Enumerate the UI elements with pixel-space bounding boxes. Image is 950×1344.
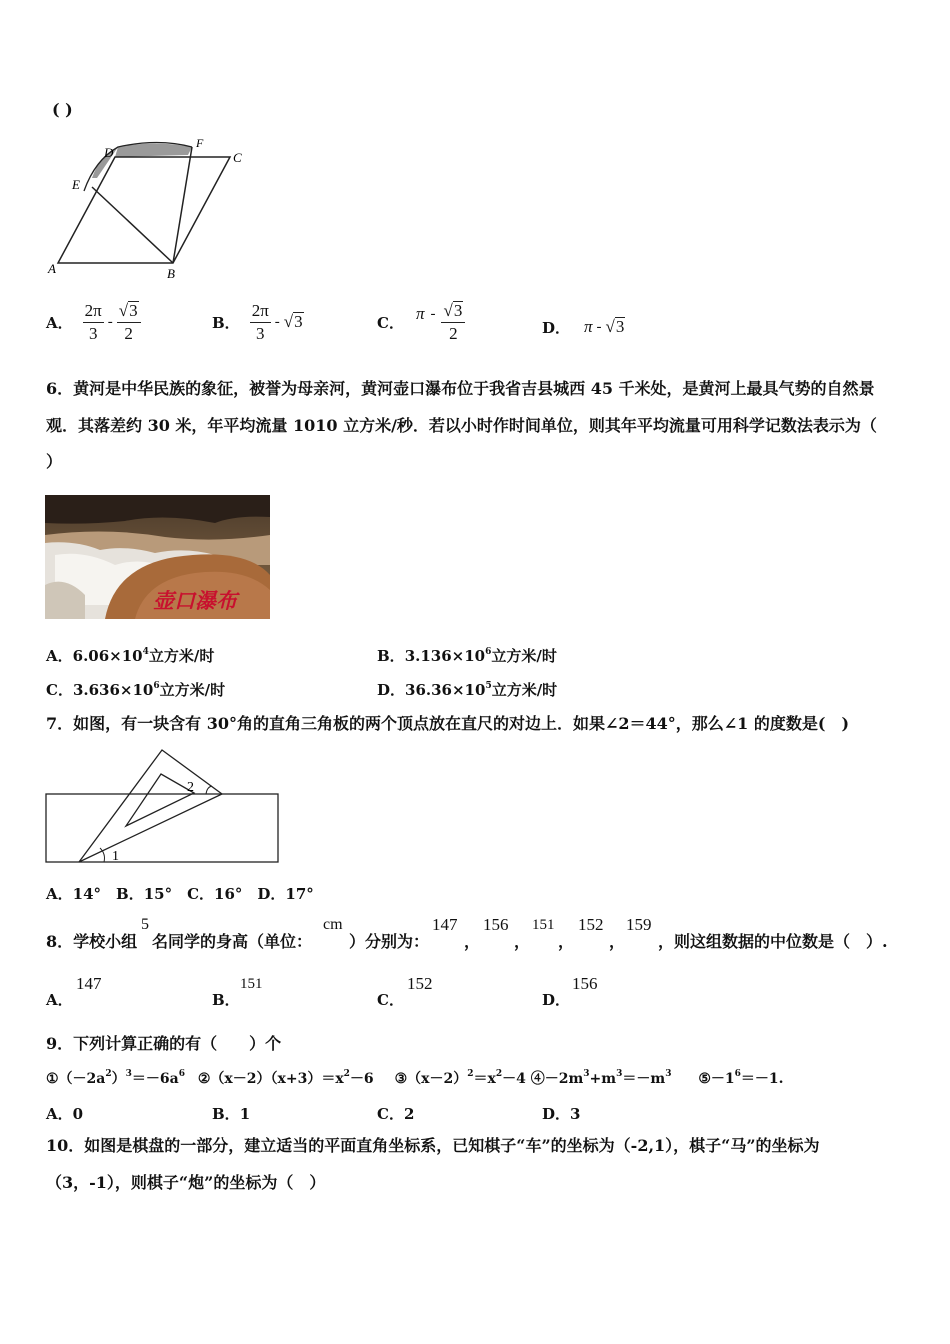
q5-option-d-letter: D． <box>542 318 571 337</box>
q6-c-letter: C． <box>46 681 73 699</box>
q9-e4-a: ④－2m <box>530 1071 584 1087</box>
q8-val-3: 151 <box>532 917 555 933</box>
q6-b-letter: B． <box>377 647 405 665</box>
q9-b-letter: B． <box>212 1105 240 1123</box>
q9-option-d[interactable] <box>542 1103 580 1124</box>
q6-c-exponent: 6 <box>153 681 160 691</box>
q8-mid: 名同学的身高（单位： <box>152 932 313 951</box>
q5-b-minus: - <box>274 313 280 330</box>
q5-a-den2: 2 <box>124 323 133 343</box>
q6-b-exponent: 6 <box>485 647 492 657</box>
q6-line-3: ） <box>46 452 63 471</box>
q8-c-letter: C． <box>377 991 404 1009</box>
q8-pre: 8．学校小组 <box>46 932 138 951</box>
q5-label-E: E <box>72 177 80 192</box>
q7-ruler-triangle-figure <box>44 748 284 868</box>
q8-val-1: 147 <box>432 915 458 934</box>
q8-comma-3: ， <box>558 932 575 951</box>
q7-triangle-inner <box>126 774 194 826</box>
q9-e3-c: －4 <box>502 1071 526 1087</box>
q8-unit: cm <box>323 916 343 933</box>
q6-waterfall-photo <box>45 495 270 619</box>
q8-a-value: 147 <box>76 974 102 993</box>
q7-label-1: 1 <box>112 849 119 864</box>
q9-e4-exp1: 3 <box>583 1069 590 1079</box>
q5-option-c-letter: C． <box>377 313 404 332</box>
q5-d-root: 3 <box>615 317 625 336</box>
q5-c-den2: 2 <box>449 323 458 343</box>
q9-e1-a: ①（－2a <box>46 1071 106 1087</box>
q8-comma-2: ， <box>514 932 531 951</box>
q9-d-value: 3 <box>570 1105 581 1123</box>
q9-e4-c: ＝－m <box>622 1071 666 1087</box>
q5-a-num1: 2π <box>83 300 104 323</box>
q8-comma-1: ， <box>464 932 481 951</box>
q8-post: ）分别为： <box>349 932 430 951</box>
q5-label-D: D <box>104 145 114 160</box>
q5-label-C: C <box>233 150 242 165</box>
q8-option-a[interactable] <box>46 972 166 1008</box>
q9-d-letter: D． <box>542 1105 571 1123</box>
q9-e2-a: ②（x－2）（x+3）＝x <box>197 1071 344 1087</box>
q6-option-a[interactable] <box>46 645 214 666</box>
q5-option-c[interactable]: C． π - $\frac{√3}{2}$ <box>377 297 465 347</box>
q8-option-d[interactable] <box>542 972 662 1008</box>
q9-e1-exp2: 3 <box>125 1069 132 1079</box>
q6-d-unit: 立方米/时 <box>491 681 558 699</box>
q7-options[interactable]: A．14° B．15° C．16° D．17° <box>46 885 314 903</box>
q9-e5-a: ⑤－1 <box>698 1071 735 1087</box>
q9-e1-b: ） <box>111 1071 126 1087</box>
q10-line-1: 10．如图是棋盘的一部分，建立适当的平面直角坐标系，已知棋子“车”的坐标为（-2,1），棋子“马”的坐标为 <box>46 1136 820 1155</box>
q5-rhombus-figure <box>40 135 260 285</box>
q5-option-d[interactable]: D． π - √3 <box>542 317 625 337</box>
q8-d-letter: D． <box>542 991 571 1009</box>
q9-e4-exp2: 3 <box>616 1069 623 1079</box>
q5-b-root: 3 <box>294 312 303 331</box>
q6-photo-caption: 壶口瀑布 <box>153 588 237 613</box>
q6-c-unit: 立方米/时 <box>159 681 226 699</box>
q8-val-2: 156 <box>483 915 509 934</box>
q6-b-unit: 立方米/时 <box>491 647 557 665</box>
q8-d-value: 156 <box>572 974 598 993</box>
q6-a-exponent: 4 <box>142 647 149 657</box>
q9-option-a[interactable] <box>46 1103 83 1124</box>
q8-comma-4: ， <box>609 932 626 951</box>
q5-a-root: 3 <box>129 300 138 320</box>
q5-label-F: F <box>196 136 204 150</box>
q6-a-letter: A． <box>46 647 73 665</box>
q5-option-b[interactable]: B． $\frac{2\pi}{3}$ - √3 <box>212 300 303 343</box>
q9-c-value: 2 <box>403 1105 415 1123</box>
q6-a-mantissa: 6.06×10 <box>72 647 143 665</box>
q9-e4-exp3: 3 <box>665 1069 672 1079</box>
q6-line-2: 观．其落差约 30 米，年平均流量 1010 立方米/秒．若以小时作时间单位，则其年平均流量可用科学记数法表示为（ <box>46 416 877 435</box>
q5-option-b-letter: B． <box>212 313 240 332</box>
q7-ruler <box>46 794 278 862</box>
q6-line-1: 6．黄河是中华民族的象征，被誉为母亲河，黄河壶口瀑布位于我省吉县城西 45 千米处，是黄河上最具气势的自然景 <box>46 379 875 398</box>
q9-e5-b: ＝－1. <box>740 1071 784 1087</box>
q6-c-mantissa: 3.636×10 <box>72 681 154 699</box>
q9-e2-b: －6 <box>349 1071 374 1087</box>
q9-a-letter: A． <box>46 1105 73 1123</box>
q8-b-value: 151 <box>240 976 263 992</box>
q8-c-value: 152 <box>407 974 433 993</box>
q5-b-num1: 2π <box>250 300 271 323</box>
q5-segment-BE <box>92 187 173 263</box>
q9-expressions <box>46 1068 784 1088</box>
q6-a-unit: 立方米/时 <box>148 647 215 665</box>
q5-a-den1: 3 <box>88 323 98 343</box>
q5-option-a-letter: A． <box>46 313 73 332</box>
q5-option-a[interactable]: A． $\frac{2\pi}{3}$ - $\frac{√3}{2}$ <box>46 297 141 347</box>
q9-e1-exp1: 2 <box>105 1069 112 1079</box>
q5-d-minus: - <box>596 318 602 335</box>
q7-label-2: 2 <box>187 780 194 795</box>
q9-e1-c: ＝－6a <box>131 1071 179 1087</box>
q9-e3-a: ③（x－2） <box>394 1071 468 1087</box>
q9-e3-exp1: 2 <box>467 1069 474 1079</box>
q9-e5-exp: 6 <box>734 1069 741 1079</box>
q6-option-d[interactable] <box>377 679 557 700</box>
q5-paren: ( ) <box>52 100 73 119</box>
q7-text: 7．如图，有一块含有 30°角的直角三角板的两个顶点放在直尺的对边上．如果∠2＝44°，那么∠1 的度数是( ) <box>46 714 850 733</box>
q9-e3-exp2: 2 <box>495 1069 503 1079</box>
q9-c-letter: C． <box>377 1105 404 1123</box>
q6-d-letter: D． <box>377 681 406 699</box>
q5-d-pi: π <box>584 317 593 336</box>
q6-d-mantissa: 36.36×10 <box>405 681 486 699</box>
q5-c-pi: π <box>415 304 425 323</box>
q8-n: 5 <box>141 916 149 933</box>
q9-e4-b: +m <box>589 1071 617 1087</box>
q6-option-b[interactable] <box>377 645 557 666</box>
q7-angle2-arc <box>206 786 212 794</box>
q5-b-den1: 3 <box>255 323 265 343</box>
q8-a-letter: A． <box>46 991 73 1009</box>
q8-option-c[interactable] <box>377 972 497 1008</box>
q5-label-B: B <box>167 266 175 281</box>
q5-label-A: A <box>48 261 56 276</box>
q8-val-4: 152 <box>578 915 604 934</box>
q6-option-c[interactable] <box>46 679 225 700</box>
q5-c-root: 3 <box>453 300 463 320</box>
q9-text: 9．下列计算正确的有（ ）个 <box>46 1034 282 1053</box>
q10-line-2: （3，-1），则棋子“炮”的坐标为（ ） <box>46 1173 326 1192</box>
q6-d-exponent: 5 <box>485 681 492 691</box>
q9-e1-exp3: 6 <box>178 1069 185 1079</box>
q6-b-mantissa: 3.136×10 <box>404 647 486 665</box>
q9-b-value: 1 <box>239 1105 251 1123</box>
q9-e3-b: ＝x <box>473 1071 496 1087</box>
q9-a-value: 0 <box>72 1105 84 1123</box>
q8-val-5: 159 <box>626 915 652 934</box>
q8-tail: ，则这组数据的中位数是（ ）. <box>658 932 888 951</box>
q8-b-letter: B． <box>212 991 240 1009</box>
q9-option-c[interactable] <box>377 1103 414 1124</box>
q9-option-b[interactable] <box>212 1103 250 1124</box>
q9-e2-exp: 2 <box>343 1069 350 1079</box>
q5-c-minus: - <box>430 305 436 322</box>
q5-rhombus <box>58 157 230 263</box>
q5-a-minus: - <box>107 313 113 330</box>
q8-option-b[interactable] <box>212 972 332 1008</box>
q7-triangle-outer <box>79 750 222 862</box>
